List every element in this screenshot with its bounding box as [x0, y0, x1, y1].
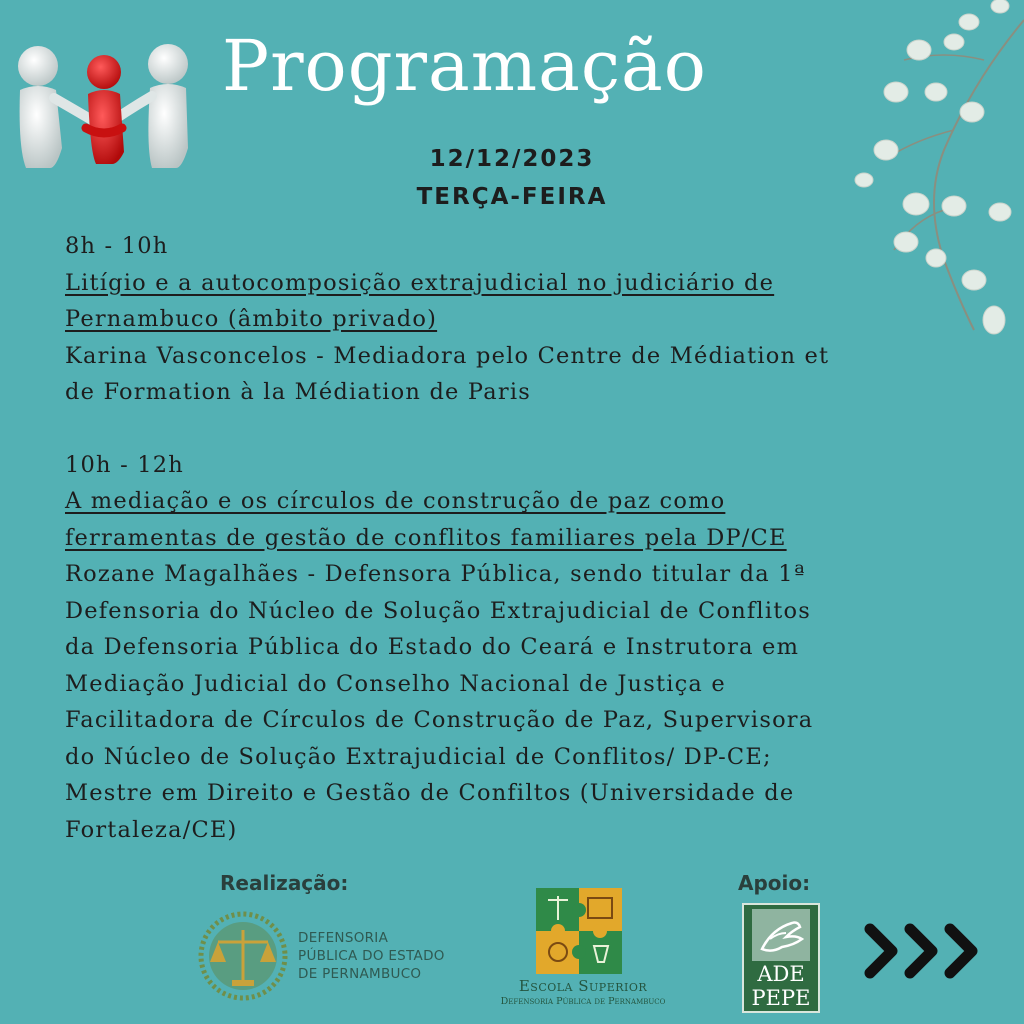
page-title: Programação: [222, 25, 707, 107]
session-speaker-line: Mediação Judicial do Conselho Nacional de Justiça e: [65, 670, 726, 697]
event-weekday: TERÇA-FEIRA: [416, 184, 608, 210]
dpe-line: PÚBLICA DO ESTADO: [298, 948, 445, 964]
session-speaker-line: da Defensoria Pública do Estado do Ceará e Instrutora em: [65, 634, 800, 660]
escola-name: Escola Superior: [518, 977, 648, 995]
adepepe-line: PEPE: [751, 986, 811, 1010]
escola-subtitle: Defensoria Pública de Pernambuco: [500, 996, 666, 1007]
session-speaker-line: Karina Vasconcelos - Mediadora pelo Centre de Médiation et: [65, 342, 830, 369]
event-date: 12/12/2023: [429, 146, 595, 172]
dpe-line: DE PERNAMBUCO: [298, 966, 422, 982]
session-speaker-line: Facilitadora de Círculos de Construção de Paz, Supervisora: [65, 707, 814, 733]
schedule: [65, 228, 965, 848]
adepepe-line: ADE: [757, 962, 805, 986]
realizacao-label: Realização:: [220, 871, 349, 895]
hand-icon: [752, 909, 810, 961]
session-topic-line: A mediação e os círculos de construção de paz como: [65, 488, 726, 514]
session-2: [65, 447, 965, 849]
session-speaker-line: Mestre em Direito e Gestão de Confiltos (Universidade de: [65, 780, 795, 806]
session-time: 8h - 10h: [65, 233, 169, 259]
session-time: 10h - 12h: [65, 451, 184, 478]
dpe-logo-text: [298, 929, 445, 983]
session-1: [65, 228, 965, 411]
session-speaker-line: Fortaleza/CE): [65, 816, 238, 843]
session-topic-line: Litígio e a autocomposição extrajudicial no judiciário de: [65, 269, 775, 296]
apoio-label: Apoio:: [738, 871, 811, 895]
session-speaker-line: Rozane Magalhães - Defensora Pública, sendo titular da 1ª: [65, 561, 806, 587]
chevron-arrows-icon: [860, 921, 984, 981]
session-speaker-line: de Formation à la Médiation de Paris: [65, 379, 531, 405]
puzzle-icon: [536, 888, 622, 974]
adepepe-logo: [742, 903, 820, 1013]
session-speaker-line: Defensoria do Núcleo de Solução Extrajudicial de Conflitos: [65, 597, 811, 624]
session-topic-line: Pernambuco (âmbito privado): [65, 306, 438, 332]
scales-of-justice-icon: [196, 908, 290, 1004]
session-speaker-line: do Núcleo de Solução Extrajudicial de Conflitos/ DP-CE;: [65, 743, 772, 770]
dpe-line: DEFENSORIA: [298, 930, 389, 946]
session-topic-line: ferramentas de gestão de conflitos familiares pela DP/CE: [65, 524, 787, 551]
